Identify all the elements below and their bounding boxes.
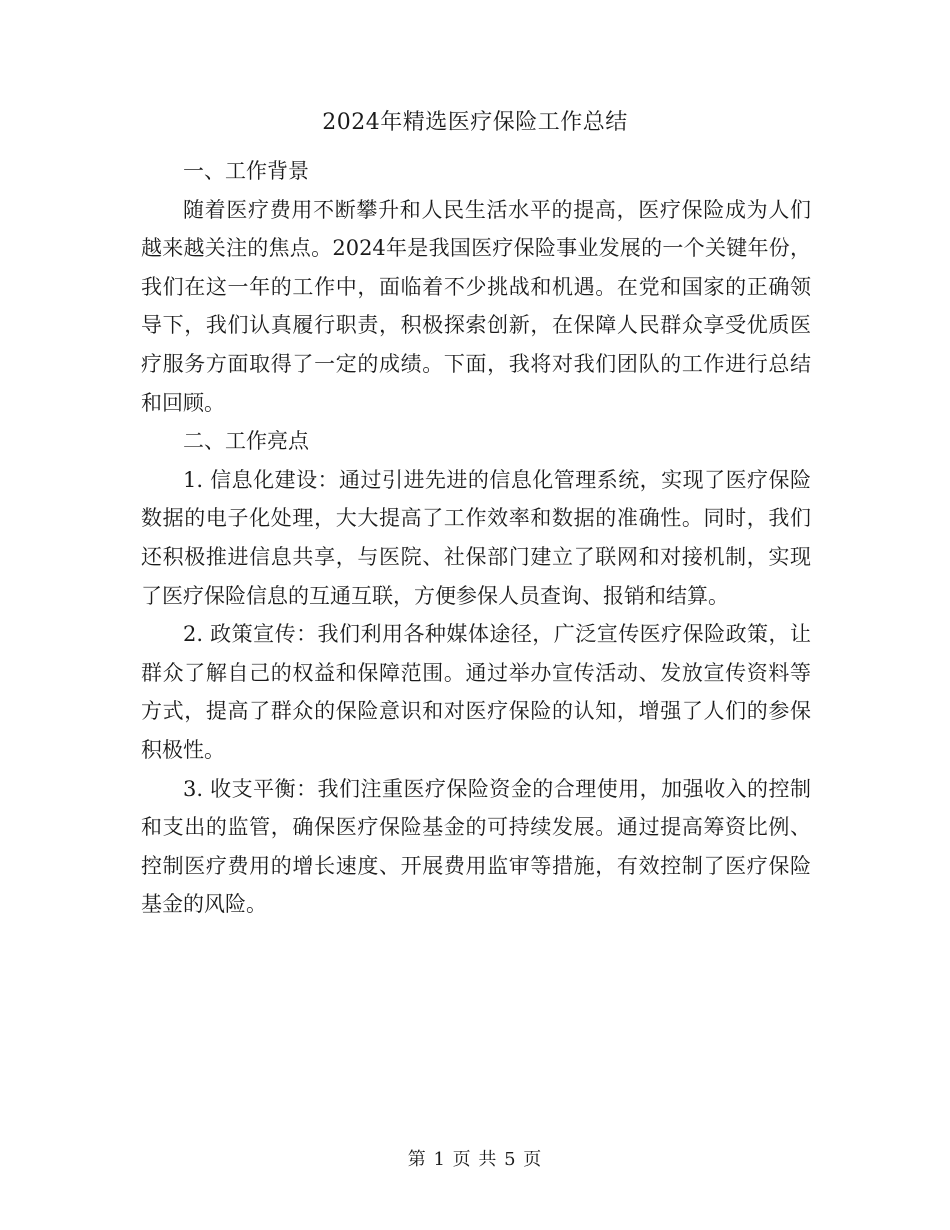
- paragraph-background: 随着医疗费用不断攀升和人民生活水平的提高，医疗保险成为人们越来越关注的焦点。2024年是我国医疗保险事业发展的一个关键年份，我们在这一年的工作中，面临着不少挑战和机遇。在党和国家的正确领导下，我们认真履行职责，积极探索创新，在保障人民群众享受优质医疗服务方面取得了一定的成绩。下面，我将对我们团队的工作进行总结和回顾。: [141, 197, 811, 415]
- document-title: 2024年精选医疗保险工作总结: [322, 110, 628, 135]
- paragraph-policy-promotion: 2. 政策宣传：我们利用各种媒体途径，广泛宣传医疗保险政策，让群众了解自己的权益和保障范围。通过举办宣传活动、发放宣传资料等方式，提高了群众的保险意识和对医疗保险的认知，增强了人们的参保积极性。: [141, 622, 811, 762]
- page-footer: 第 1 页 共 5 页: [407, 1149, 543, 1170]
- section-heading-highlights: 二、工作亮点: [183, 429, 309, 454]
- section-heading-background: 一、工作背景: [183, 159, 309, 183]
- paragraph-informatization: 1. 信息化建设：通过引进先进的信息化管理系统，实现了医疗保险数据的电子化处理，大大提高了工作效率和数据的准确性。同时，我们还积极推进信息共享，与医院、社保部门建立了联网和对接机制，实现了医疗保险信息的互通互联，方便参保人员查询、报销和结算。: [141, 467, 811, 608]
- document-body: [141, 152, 811, 924]
- paragraph-budget-balance: 3. 收支平衡：我们注重医疗保险资金的合理使用，加强收入的控制和支出的监管，确保医疗保险基金的可持续发展。通过提高筹资比例、控制医疗费用的增长速度、开展费用监审等措施，有效控制了医疗保险基金的风险。: [141, 776, 811, 917]
